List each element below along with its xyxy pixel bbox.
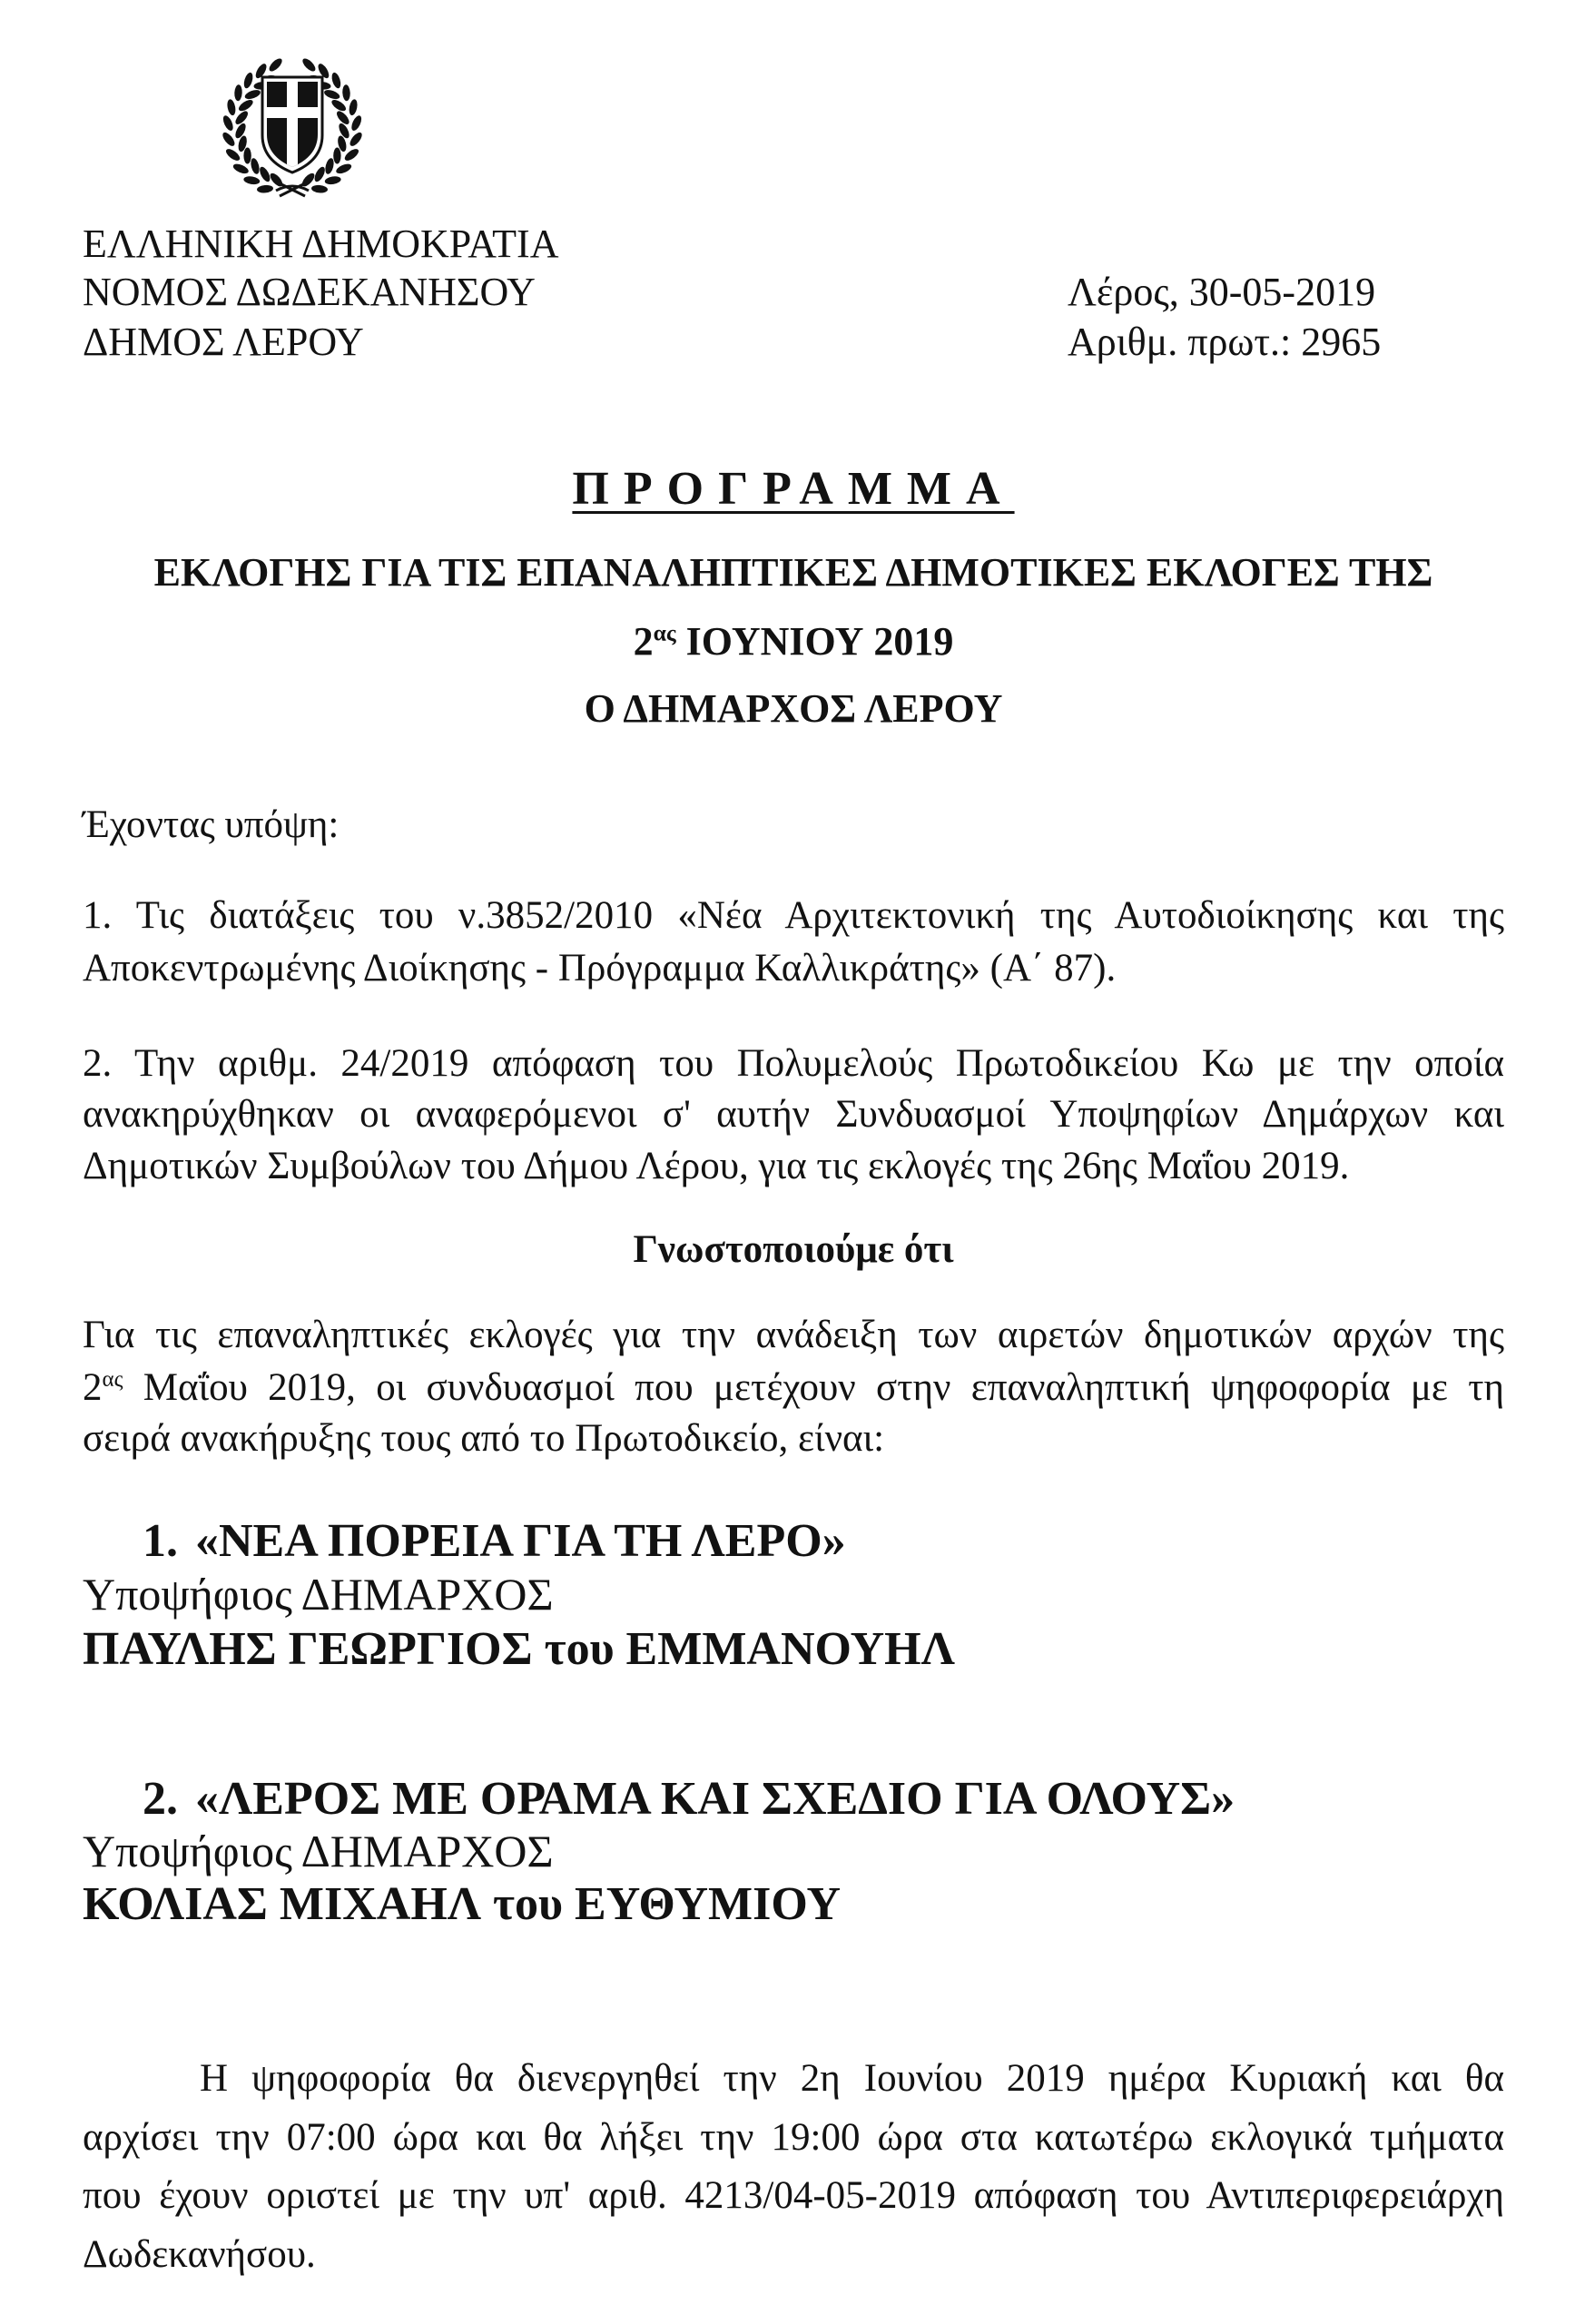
laurel-leaf — [243, 88, 261, 101]
voting-line-2: αρχίσει την 07:00 ώρα και θα λήξει την 19:00 ώρα στα κατωτέρω εκλογικά τμήματα — [83, 2116, 1504, 2159]
laurel-leaf — [231, 162, 250, 176]
candidate-1-role: Υποψήφιος ΔΗΜΑΡΧΟΣ — [83, 1569, 554, 1620]
title-line-1: ΕΚΛΟΓΗΣ ΓΙΑ ΤΙΣ ΕΠΑΝΑΛΗΠΤΙΚΕΣ ΔΗΜΟΤΙΚΕΣ ΕΚΛΟΓΕΣ ΤΗΣ — [153, 550, 1433, 595]
candidate-1-coalition-name: «ΝΕΑ ΠΟΡΕΙΑ ΓΙΑ ΤΗ ΛΕΡΟ» — [195, 1515, 846, 1567]
title-line-3: Ο ΔΗΜΑΡΧΟΣ ΛΕΡΟΥ — [584, 686, 1003, 731]
laurel-leaf — [221, 131, 237, 148]
document-title — [83, 461, 1504, 517]
candidate-2-coalition-name: «ΛΕΡΟΣ ΜΕ ΟΡΑΜΑ ΚΑΙ ΣΧΕΔΙΟ ΓΙΑ ΟΛΟΥΣ» — [195, 1773, 1235, 1825]
announcement-day: 2 — [83, 1366, 103, 1409]
announcement-day-suffix: ας — [102, 1367, 123, 1393]
place-date: Λέρος, 30-05-2019 — [1068, 270, 1376, 314]
laurel-leaf — [312, 165, 327, 183]
laurel-leaf — [333, 148, 340, 164]
laurel-leaf — [221, 114, 235, 133]
laurel-leaf — [233, 109, 250, 126]
laurel-leaf — [342, 84, 350, 101]
protocol-number: Αριθμ. πρωτ.: 2965 — [1068, 320, 1382, 364]
title-date-day: 2 — [633, 619, 654, 664]
title-date-rest: ΙΟΥΝΙΟΥ 2019 — [685, 619, 954, 664]
laurel-leaf — [234, 84, 242, 101]
laurel-leaf — [324, 157, 336, 174]
announcement-line-2-rest: Μαΐου 2019, οι συνδυασμοί που μετέχουν στην επαναληπτική ψηφοφορία με τη — [143, 1366, 1505, 1409]
wreath-ribbon — [276, 183, 309, 196]
header-country: ΕΛΛΗΝΙΚΗ ΔΗΜΟΚΡΑΤΙΑ — [83, 222, 559, 266]
candidate-1-number: 1. — [143, 1515, 178, 1567]
title-date — [83, 618, 1504, 666]
laurel-leaf — [267, 56, 284, 74]
considering-intro: Έχοντας υπόψη: — [83, 803, 340, 846]
laurel-leaf — [348, 99, 359, 116]
announcement-line-3: σειρά ανακήρυξης τους από το Πρωτοδικείο, είναι: — [83, 1417, 885, 1460]
voting-line-1: Η ψηφοφορία θα διενεργηθεί την 2η Ιουνίου 2019 ημέρα Κυριακή και θα — [200, 2057, 1504, 2100]
considering-item-1-line-2: Αποκεντρωμένης Διοίκησης - Πρόγραμμα Καλλικράτης» (Α΄ 87). — [83, 947, 1117, 990]
title-date-suffix: ας — [653, 619, 676, 646]
header-municipality: ΔΗΜΟΣ ΛΕΡΟΥ — [83, 320, 364, 364]
laurel-leaf — [243, 175, 261, 185]
laurel-leaf — [335, 109, 351, 126]
laurel-leaf — [349, 114, 363, 133]
candidate-2-number: 2. — [143, 1773, 178, 1825]
laurel-leaf — [300, 56, 318, 74]
laurel-leaf — [330, 72, 342, 90]
greek-coat-of-arms-icon — [220, 54, 365, 205]
candidate-2-name: ΚΟΛΙΑΣ ΜΙΧΑΗΛ του ΕΥΘΥΜΙΟΥ — [83, 1878, 841, 1930]
laurel-leaf — [324, 175, 341, 185]
laurel-leaf — [348, 131, 364, 148]
laurel-leaf — [323, 88, 341, 101]
considering-item-2-line-1: 2. Την αριθμ. 24/2019 απόφαση του Πολυμελούς Πρωτοδικείου Κω με την οποία — [83, 1042, 1504, 1085]
announcement-line-1: Για τις επαναληπτικές εκλογές για την ανάδειξη των αιρετών δημοτικών αρχών της — [83, 1314, 1504, 1356]
laurel-leaf — [257, 184, 274, 193]
laurel-leaf — [258, 165, 272, 183]
laurel-leaf — [242, 72, 254, 90]
candidate-1-name: ΠΑΥΛΗΣ ΓΕΩΡΓΙΟΣ του ΕΜΜΑΝΟΥΗΛ — [83, 1623, 955, 1675]
announcement-line-2 — [83, 1364, 1504, 1412]
header-prefecture: ΝΟΜΟΣ ΔΩΔΕΚΑΝΗΣΟΥ — [83, 270, 536, 314]
voting-line-3: που έχουν οριστεί με την υπ' αριθ. 4213/04-05-2019 απόφαση του Αντιπεριφερειάρχη — [83, 2174, 1504, 2217]
voting-line-4: Δωδεκανήσου. — [83, 2233, 316, 2276]
candidate-2-coalition — [143, 1771, 1235, 1827]
document-title-text: ΠΡΟΓΡΑΜΜΑ — [572, 463, 1015, 515]
candidate-2-role: Υποψήφιος ΔΗΜΑΡΧΟΣ — [83, 1826, 554, 1876]
considering-item-2-line-3: Δημοτικών Συμβούλων του Δήμου Λέρου, για τις εκλογές της 26ης Μαΐου 2019. — [83, 1145, 1350, 1187]
candidate-1-coalition — [143, 1513, 846, 1570]
laurel-leaf — [335, 162, 353, 176]
laurel-leaf — [226, 99, 237, 116]
announcement-heading: Γνωστοποιούμε ότι — [633, 1228, 954, 1271]
laurel-leaf — [311, 184, 329, 193]
laurel-leaf — [250, 157, 261, 174]
laurel-leaf — [243, 148, 251, 164]
considering-item-1-line-1: 1. Τις διατάξεις του ν.3852/2010 «Νέα Αρχιτεκτονική της Αυτοδιοίκησης και της — [83, 894, 1504, 937]
considering-item-2-line-2: ανακηρύχθηκαν οι αναφερόμενοι σ' αυτήν Συνδυασμοί Υποψηφίων Δημάρχων και — [83, 1093, 1504, 1136]
